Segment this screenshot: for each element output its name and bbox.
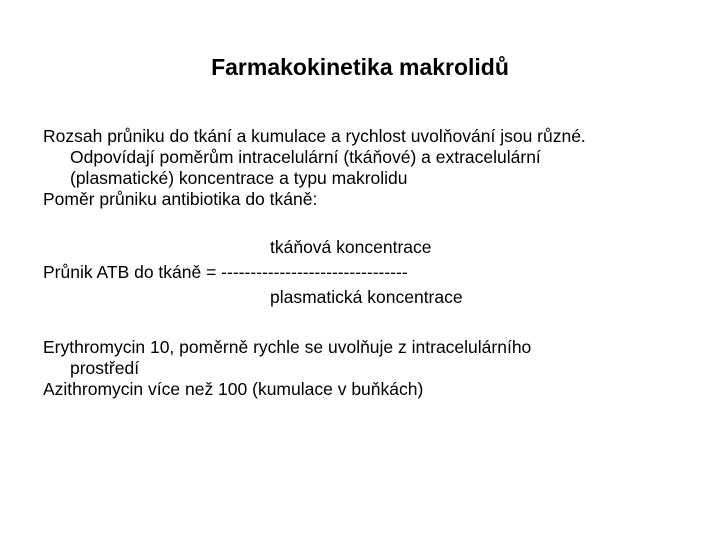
- slide-title: Farmakokinetika makrolidů: [211, 54, 509, 80]
- paragraph-line: Odpovídají poměrům intracelulární (tkáňové) a extracelulární: [70, 147, 541, 167]
- formula-denominator: plasmatická koncentrace: [270, 287, 463, 307]
- paragraph-erythromycin: [43, 337, 531, 379]
- paragraph-penetration-range: [43, 126, 586, 189]
- paragraph-azithromycin: Azithromycin více než 100 (kumulace v buňkách): [43, 379, 424, 399]
- paragraph-line: Rozsah průniku do tkání a kumulace a rychlost uvolňování jsou různé.: [43, 126, 586, 146]
- paragraph-penetration-ratio: Poměr průniku antibiotika do tkáně:: [43, 189, 318, 209]
- paragraph-line: prostředí: [70, 358, 140, 378]
- formula-label: Průnik ATB do tkáně = --------------------------------: [43, 262, 408, 282]
- formula-numerator: tkáňová koncentrace: [270, 237, 432, 257]
- paragraph-line: (plasmatické) koncentrace a typu makrolidu: [70, 168, 408, 188]
- paragraph-line: Erythromycin 10, poměrně rychle se uvolňuje z intracelulárního: [43, 337, 532, 357]
